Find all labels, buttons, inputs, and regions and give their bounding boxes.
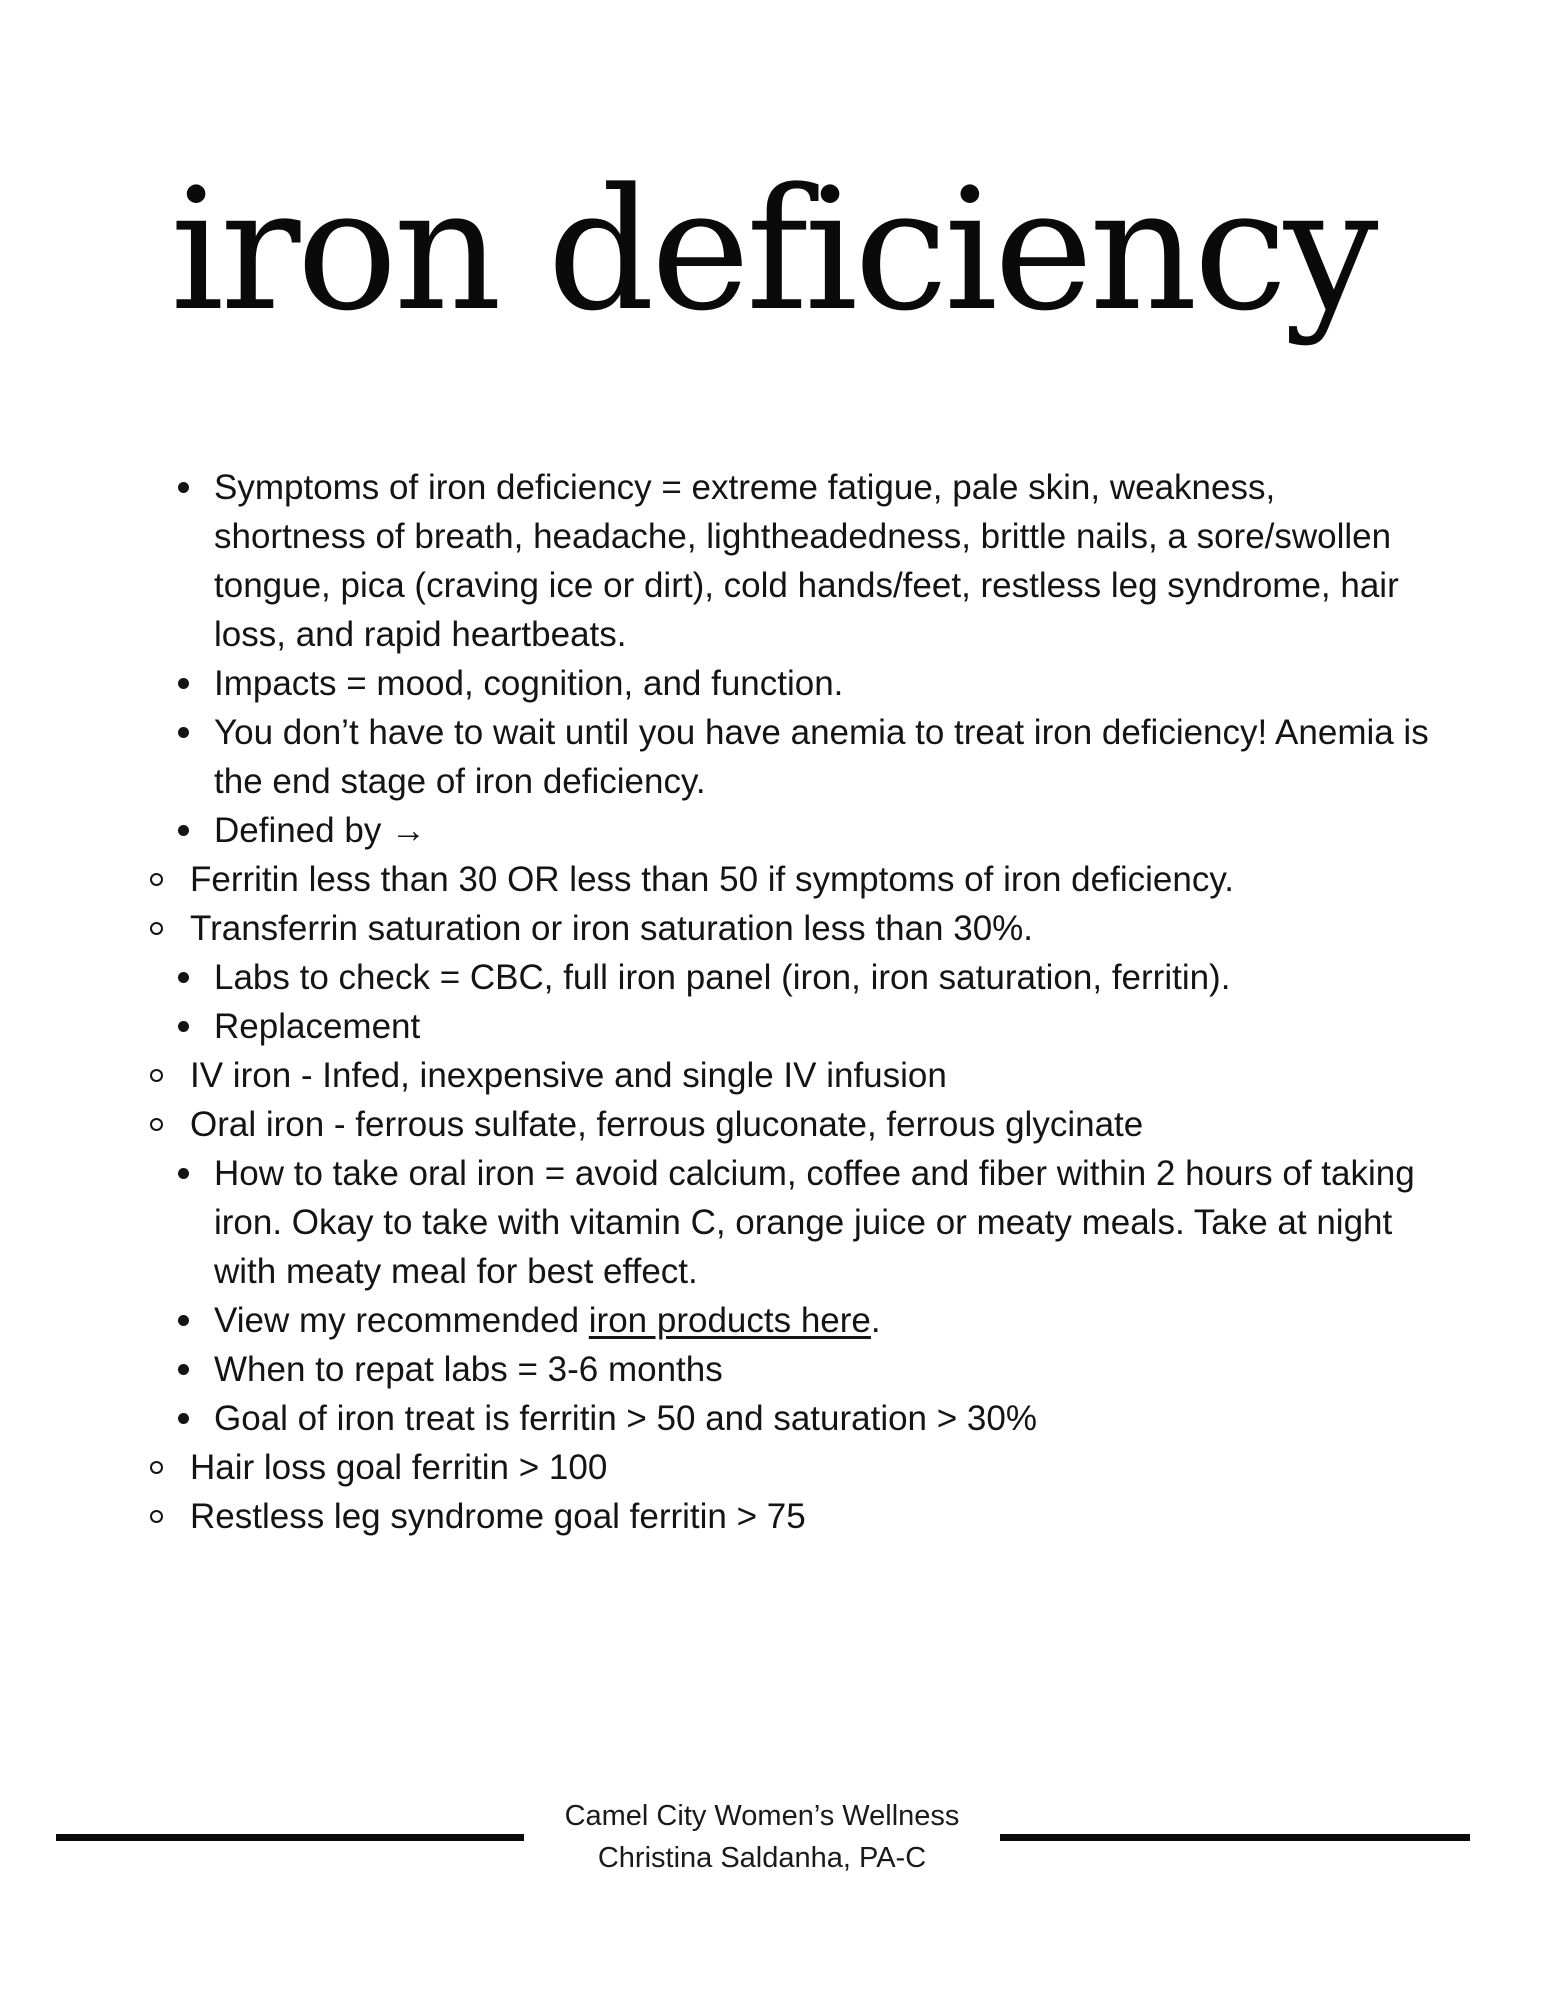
list-item-impacts: Impacts = mood, cognition, and function. [172, 659, 1432, 708]
list-item-defined-by [172, 806, 1432, 855]
list-item-symptoms: Symptoms of iron deficiency = extreme fatigue, pale skin, weakness, shortness of breath, headache, lightheadedness, brittle nails, a sore/swollen tongue, pica (craving ice or dirt), cold hands/feet, restless leg syndrome, hair loss, and rapid heartbeats. [172, 463, 1432, 659]
sub-item-iv-iron: IV iron - Infed, inexpensive and single IV infusion [130, 1051, 1432, 1100]
goal-sublist [130, 1443, 1432, 1541]
bullet-list [172, 463, 1432, 1541]
replacement-label: Replacement [214, 1007, 421, 1046]
products-text-after: . [870, 1301, 881, 1340]
defined-by-sublist-wrap [130, 855, 1432, 953]
footer-divider-right [1000, 1834, 1470, 1841]
list-item-replacement [172, 1002, 1432, 1051]
footer [524, 1795, 1000, 1879]
footer-provider-name: Christina Saldanha, PA-C [597, 1842, 927, 1874]
replacement-sublist [130, 1051, 1432, 1149]
goal-label: Goal of iron treat is ferritin > 50 and saturation > 30% [214, 1399, 1037, 1438]
footer-practice-name: Camel City Women’s Wellness [564, 1800, 960, 1832]
content-list [172, 463, 1432, 1541]
sub-item-oral-iron: Oral iron - ferrous sulfate, ferrous gluconate, ferrous glycinate [130, 1100, 1432, 1149]
defined-by-sublist [130, 855, 1432, 953]
goal-sublist-wrap [130, 1443, 1432, 1541]
list-item-how-to-take: How to take oral iron = avoid calcium, coffee and fiber within 2 hours of taking iron. Okay to take with vitamin C, orange juice or meaty meals. Take at night with meaty meal for best effect. [172, 1149, 1432, 1296]
sub-item-transferrin: Transferrin saturation or iron saturation less than 30%. [130, 904, 1432, 953]
footer-divider-left [56, 1834, 524, 1841]
list-item-anemia-note: You don’t have to wait until you have anemia to treat iron deficiency! Anemia is the end stage of iron deficiency. [172, 708, 1432, 806]
sub-item-ferritin: Ferritin less than 30 OR less than 50 if symptoms of iron deficiency. [130, 855, 1432, 904]
list-item-goal [172, 1394, 1432, 1443]
replacement-sublist-wrap [130, 1051, 1432, 1149]
products-text-before: View my recommended [214, 1301, 589, 1340]
list-item-labs: Labs to check = CBC, full iron panel (iron, iron saturation, ferritin). [172, 953, 1432, 1002]
list-item-products [172, 1296, 1432, 1345]
sub-item-rls-goal: Restless leg syndrome goal ferritin > 75 [130, 1492, 1432, 1541]
page-title: iron deficiency [170, 152, 1375, 348]
list-item-repeat-labs: When to repat labs = 3-6 months [172, 1345, 1432, 1394]
sub-item-hair-loss-goal: Hair loss goal ferritin > 100 [130, 1443, 1432, 1492]
iron-products-link[interactable]: iron products here [588, 1301, 871, 1340]
defined-by-label: Defined by → [214, 811, 427, 850]
